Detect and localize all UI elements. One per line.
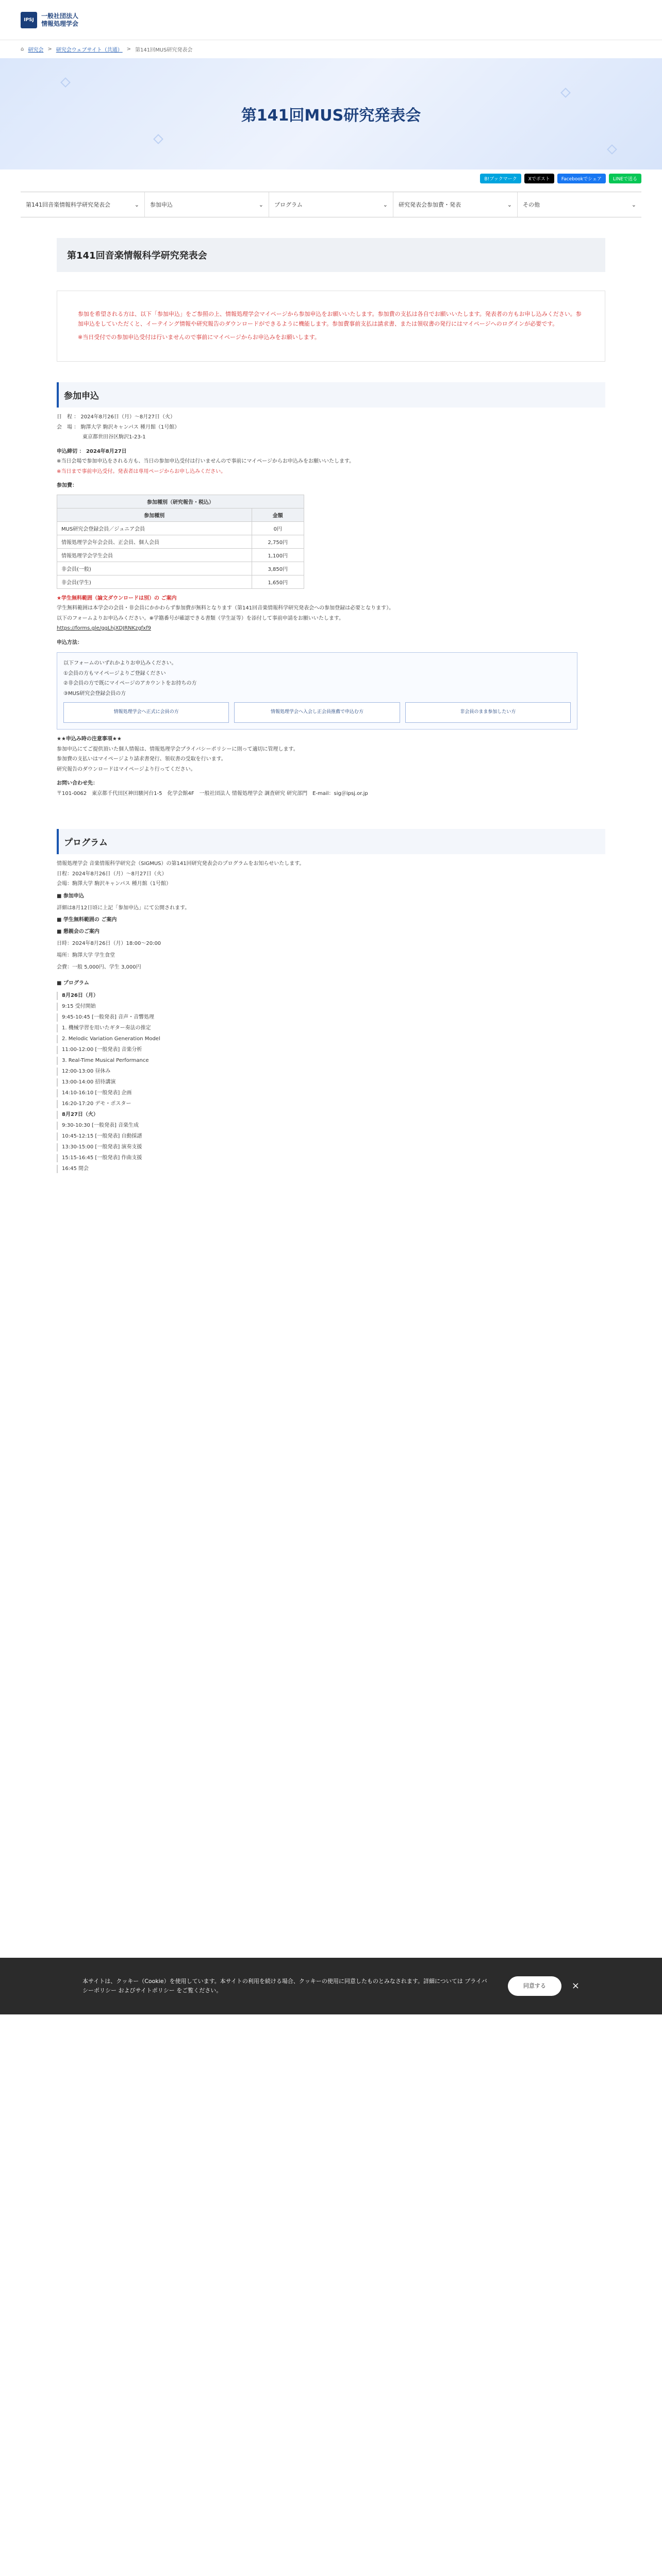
student-text: 学生無料範囲は本学会の会員・非会員にかかわらず参加費が無料となります（第141回音楽情報科学研究発表会への参加登録は必要となります）。: [57, 605, 394, 612]
list-item: 参加申込にてご提供頂いた個人情報は、情報処理学会プライバシーポリシーに則って適切に管理します。: [57, 746, 299, 752]
cookie-banner: [0, 1958, 662, 2014]
list-item: ③MUS研究会登録会員の方: [63, 690, 126, 697]
list-item: ②非会員の方で既にマイページのアカウントをお持ちの方: [63, 681, 197, 687]
list-item: 2. Melodic Variation Generation Model: [57, 1035, 605, 1043]
list-item: 参加費の支払いはマイページより請求書発行、領収書の受取を行います。: [57, 756, 226, 762]
header: [0, 0, 662, 40]
list-item: 14:10-16:10 [一般発表] 企画: [57, 1089, 605, 1097]
flow-step-join[interactable]: 情報処理学会へ入会し正会員推薦で申込む方: [234, 702, 400, 723]
list-item: 8月27日（火）: [57, 1111, 605, 1119]
home-icon[interactable]: ⌂: [21, 46, 24, 52]
list-item: 16:20-17:20 デモ・ポスター: [57, 1100, 605, 1108]
section-program: [57, 829, 605, 1173]
notes-heading: ★★申込み時の注意事項★★: [57, 736, 122, 742]
table-row: 情報処理学会学生会員 1,100円: [57, 548, 304, 562]
program-date: 日程：2024年8月26日（月）～8月27日（火）: [57, 871, 167, 877]
list-item: 10:45-12:15 [一般発表] 自動採譜: [57, 1132, 605, 1141]
decor-diamond: [153, 134, 163, 144]
chevron-down-icon: ⌄: [134, 201, 139, 208]
table-row: 非会員(学生) 1,650円: [57, 575, 304, 588]
hatena-bookmark-button[interactable]: B!ブックマーク: [480, 174, 521, 183]
program-item: 日時：2024年8月26日（月）18:00～20:00: [57, 940, 161, 946]
breadcrumb-item[interactable]: 研究会: [28, 47, 44, 53]
tab-other[interactable]: その他 ⌄: [523, 201, 636, 208]
program-timeline: [57, 992, 605, 1173]
deadline-note: ※当日まで事前申込受付。発表者は専用ページからお申し込みください。: [57, 468, 226, 474]
list-item: 1. 機械学習を用いたギター奏法の推定: [57, 1024, 605, 1032]
tab-program[interactable]: プログラム ⌄: [269, 192, 393, 217]
list-item: 15:15-16:45 [一般発表] 作曲支援: [57, 1154, 605, 1162]
program-item: ■ 懇親会のご案内: [57, 928, 100, 935]
program-item: 場所：駒澤大学 学生食堂: [57, 952, 115, 958]
chevron-down-icon: ⌄: [631, 201, 636, 208]
contact-text: 〒101-0062 東京都千代田区神田駿河台1-5 化学会館4F 一般社団法人 情報処理学会 調査研究 研究部門 E-mail：sig＠ipsj.or.jp: [57, 790, 368, 796]
tab-apply[interactable]: 参加申込 ⌄: [145, 192, 269, 217]
logo-text: 一般社団法人 情報処理学会: [41, 12, 79, 27]
chevron-down-icon: ⌄: [507, 201, 512, 208]
site-logo[interactable]: [21, 12, 78, 28]
list-item: 13:00-14:00 招待講演: [57, 1078, 605, 1087]
program-item: 詳細は8月12日頃に上記「参加申込」にて公開されます。: [57, 905, 190, 911]
list-item: 9:15 受付開始: [57, 1003, 605, 1011]
list-item: 研究報告のダウンロードはマイページより行ってください。: [57, 766, 196, 772]
list-item: 16:45 閉会: [57, 1165, 605, 1173]
hero-banner: [0, 58, 662, 170]
cookie-accept-button[interactable]: 同意する: [508, 1976, 561, 1996]
breadcrumb: ⌂ 研究会 > 研究会ウェブサイト（共通） > 第141回MUS研究発表会: [21, 46, 193, 53]
facebook-share-button[interactable]: Facebookでシェア: [557, 174, 606, 183]
list-item: 8月26日（月）: [57, 992, 605, 1000]
flow-intro: 以下フォームのいずれかよりお申込みください。: [63, 660, 177, 667]
decor-diamond: [560, 88, 571, 98]
flow-step-member[interactable]: 情報処理学会へ正式に会員の方: [63, 702, 229, 723]
event-date: 日 程 ： 2024年8月26日（月）～8月27日（火）: [57, 414, 175, 420]
list-item: 11:00-12:00 [一般発表] 音楽分析: [57, 1046, 605, 1054]
section-tabs: [21, 192, 641, 217]
application-flow: [57, 652, 577, 730]
list-item: ①会員の方もマイページよりご登録ください: [63, 670, 166, 676]
logo-mark: IPSJ: [21, 12, 37, 28]
event-venue: 会 場 ： 駒澤大学 駒沢キャンパス 種月館（1号館）: [57, 424, 180, 430]
chevron-down-icon: ⌄: [383, 201, 388, 208]
decor-diamond: [607, 144, 617, 155]
x-post-button[interactable]: Xでポスト: [524, 174, 554, 183]
cookie-text: 本サイトは、クッキー（Cookie）を使用しています。本サイトの利用を続ける場合、クッキーの使用に同意したものとみなされます。詳細については プライバシーポリシー およびサイトポリシー をご覧ください。: [82, 1978, 487, 1994]
line-share-button[interactable]: LINEで送る: [609, 174, 641, 183]
list-item: 13:30-15:00 [一般発表] 演奏支援: [57, 1143, 605, 1151]
list-item: 9:45-10:45 [一般発表] 音声・音響処理: [57, 1013, 605, 1022]
section-heading: プログラム: [57, 829, 605, 854]
page-hero-title: 第141回MUS研究発表会: [241, 107, 421, 125]
table-row: MUS研究会登録会員／ジュニア会員 0円: [57, 521, 304, 535]
program-venue: 会場：駒澤大学 駒沢キャンパス 種月館（1号館）: [57, 881, 172, 887]
fee-heading: 参加費：: [57, 483, 77, 489]
notice-box: [57, 291, 605, 362]
chevron-down-icon: ⌄: [258, 201, 263, 208]
method-heading: 申込方法：: [57, 639, 82, 646]
deadline: 申込締切 ： 2024年8月27日: [57, 448, 127, 454]
notice-text: ※当日受付での参加申込受付は行いませんので事前にマイページからお申込みをお願いします。: [78, 334, 320, 341]
student-text: 以下のフォームよりお申込みください。※学籍番号が確認できる書類（学生証等）を添付して事前申請をお願いいたします。: [57, 615, 344, 621]
fee-table: [57, 495, 304, 589]
share-buttons: [0, 170, 662, 188]
list-item: 3. Real-Time Musical Performance: [57, 1057, 605, 1065]
program-item: ■ 学生無料範囲の ご案内: [57, 917, 117, 923]
section-apply: [57, 382, 605, 798]
page-title: 第141回音楽情報科学研究発表会: [57, 238, 605, 272]
program-item: 会費：一般 5,000円、学生 3,000円: [57, 964, 141, 970]
program-item: ■ プログラム: [57, 980, 89, 986]
deadline-note: ※当日会場で参加申込をされる方も、当日の参加申込受付は行いませんので事前にマイページからお申込みをお願いいたします。: [57, 459, 355, 465]
close-icon[interactable]: ×: [571, 1980, 580, 1991]
table-row: 非会員(一般) 3,850円: [57, 562, 304, 575]
fee-table-caption: 参加種別（研究報告・税込）: [57, 495, 304, 508]
student-heading: ★学生無料範囲（論文ダウンロードは別）の ご案内: [57, 595, 177, 601]
section-heading: 参加申込: [57, 382, 605, 408]
contact-heading: お問い合わせ先：: [57, 781, 98, 787]
notice-text: 参加を希望される方は、以下「参加申込」をご参照の上、情報処理学会マイページから参加申込をお願いいたします。参加費の支払は各自でお願いいたします。発表者の方もお申し込みください。参加申込をしていただくと、イーテイング情報や研究報告のダウンロードができるように機能します。参加費事前支払は請求書、または領収書の発行にはマイページへのログインが必要です。: [78, 311, 582, 327]
student-form-link[interactable]: https://forms.gle/ggLhjXDJRNKzgfxf9: [57, 625, 151, 632]
breadcrumb-current: 第141回MUS研究発表会: [135, 47, 193, 53]
decor-diamond: [60, 77, 71, 88]
fee-table-header: 参加種別: [57, 508, 252, 521]
program-intro: 情報処理学会 音楽情報科学研究会（SIGMUS）の第141回研究発表会のプログラムをお知らせいたします。: [57, 861, 305, 867]
event-address: 東京都世田谷区駒沢1-23-1: [82, 434, 146, 440]
list-item: 9:30-10:30 [一般発表] 音楽生成: [57, 1122, 605, 1130]
tab-overview[interactable]: 第141回音楽情報科学研究発表会 ⌄: [21, 192, 145, 217]
flow-step-nonmember[interactable]: 非会員のまま参加したい方: [405, 702, 571, 723]
list-item: 12:00-13:00 昼休み: [57, 1067, 605, 1076]
fee-table-header: 金額: [252, 508, 304, 521]
breadcrumb-item[interactable]: 研究会ウェブサイト（共通）: [56, 47, 123, 53]
program-item: ■ 参加申込: [57, 893, 84, 899]
table-row: 情報処理学会年会会員、正会員、個人会員 2,750円: [57, 535, 304, 548]
tab-fee[interactable]: 研究発表会参加費・発表 ⌄: [393, 192, 518, 217]
